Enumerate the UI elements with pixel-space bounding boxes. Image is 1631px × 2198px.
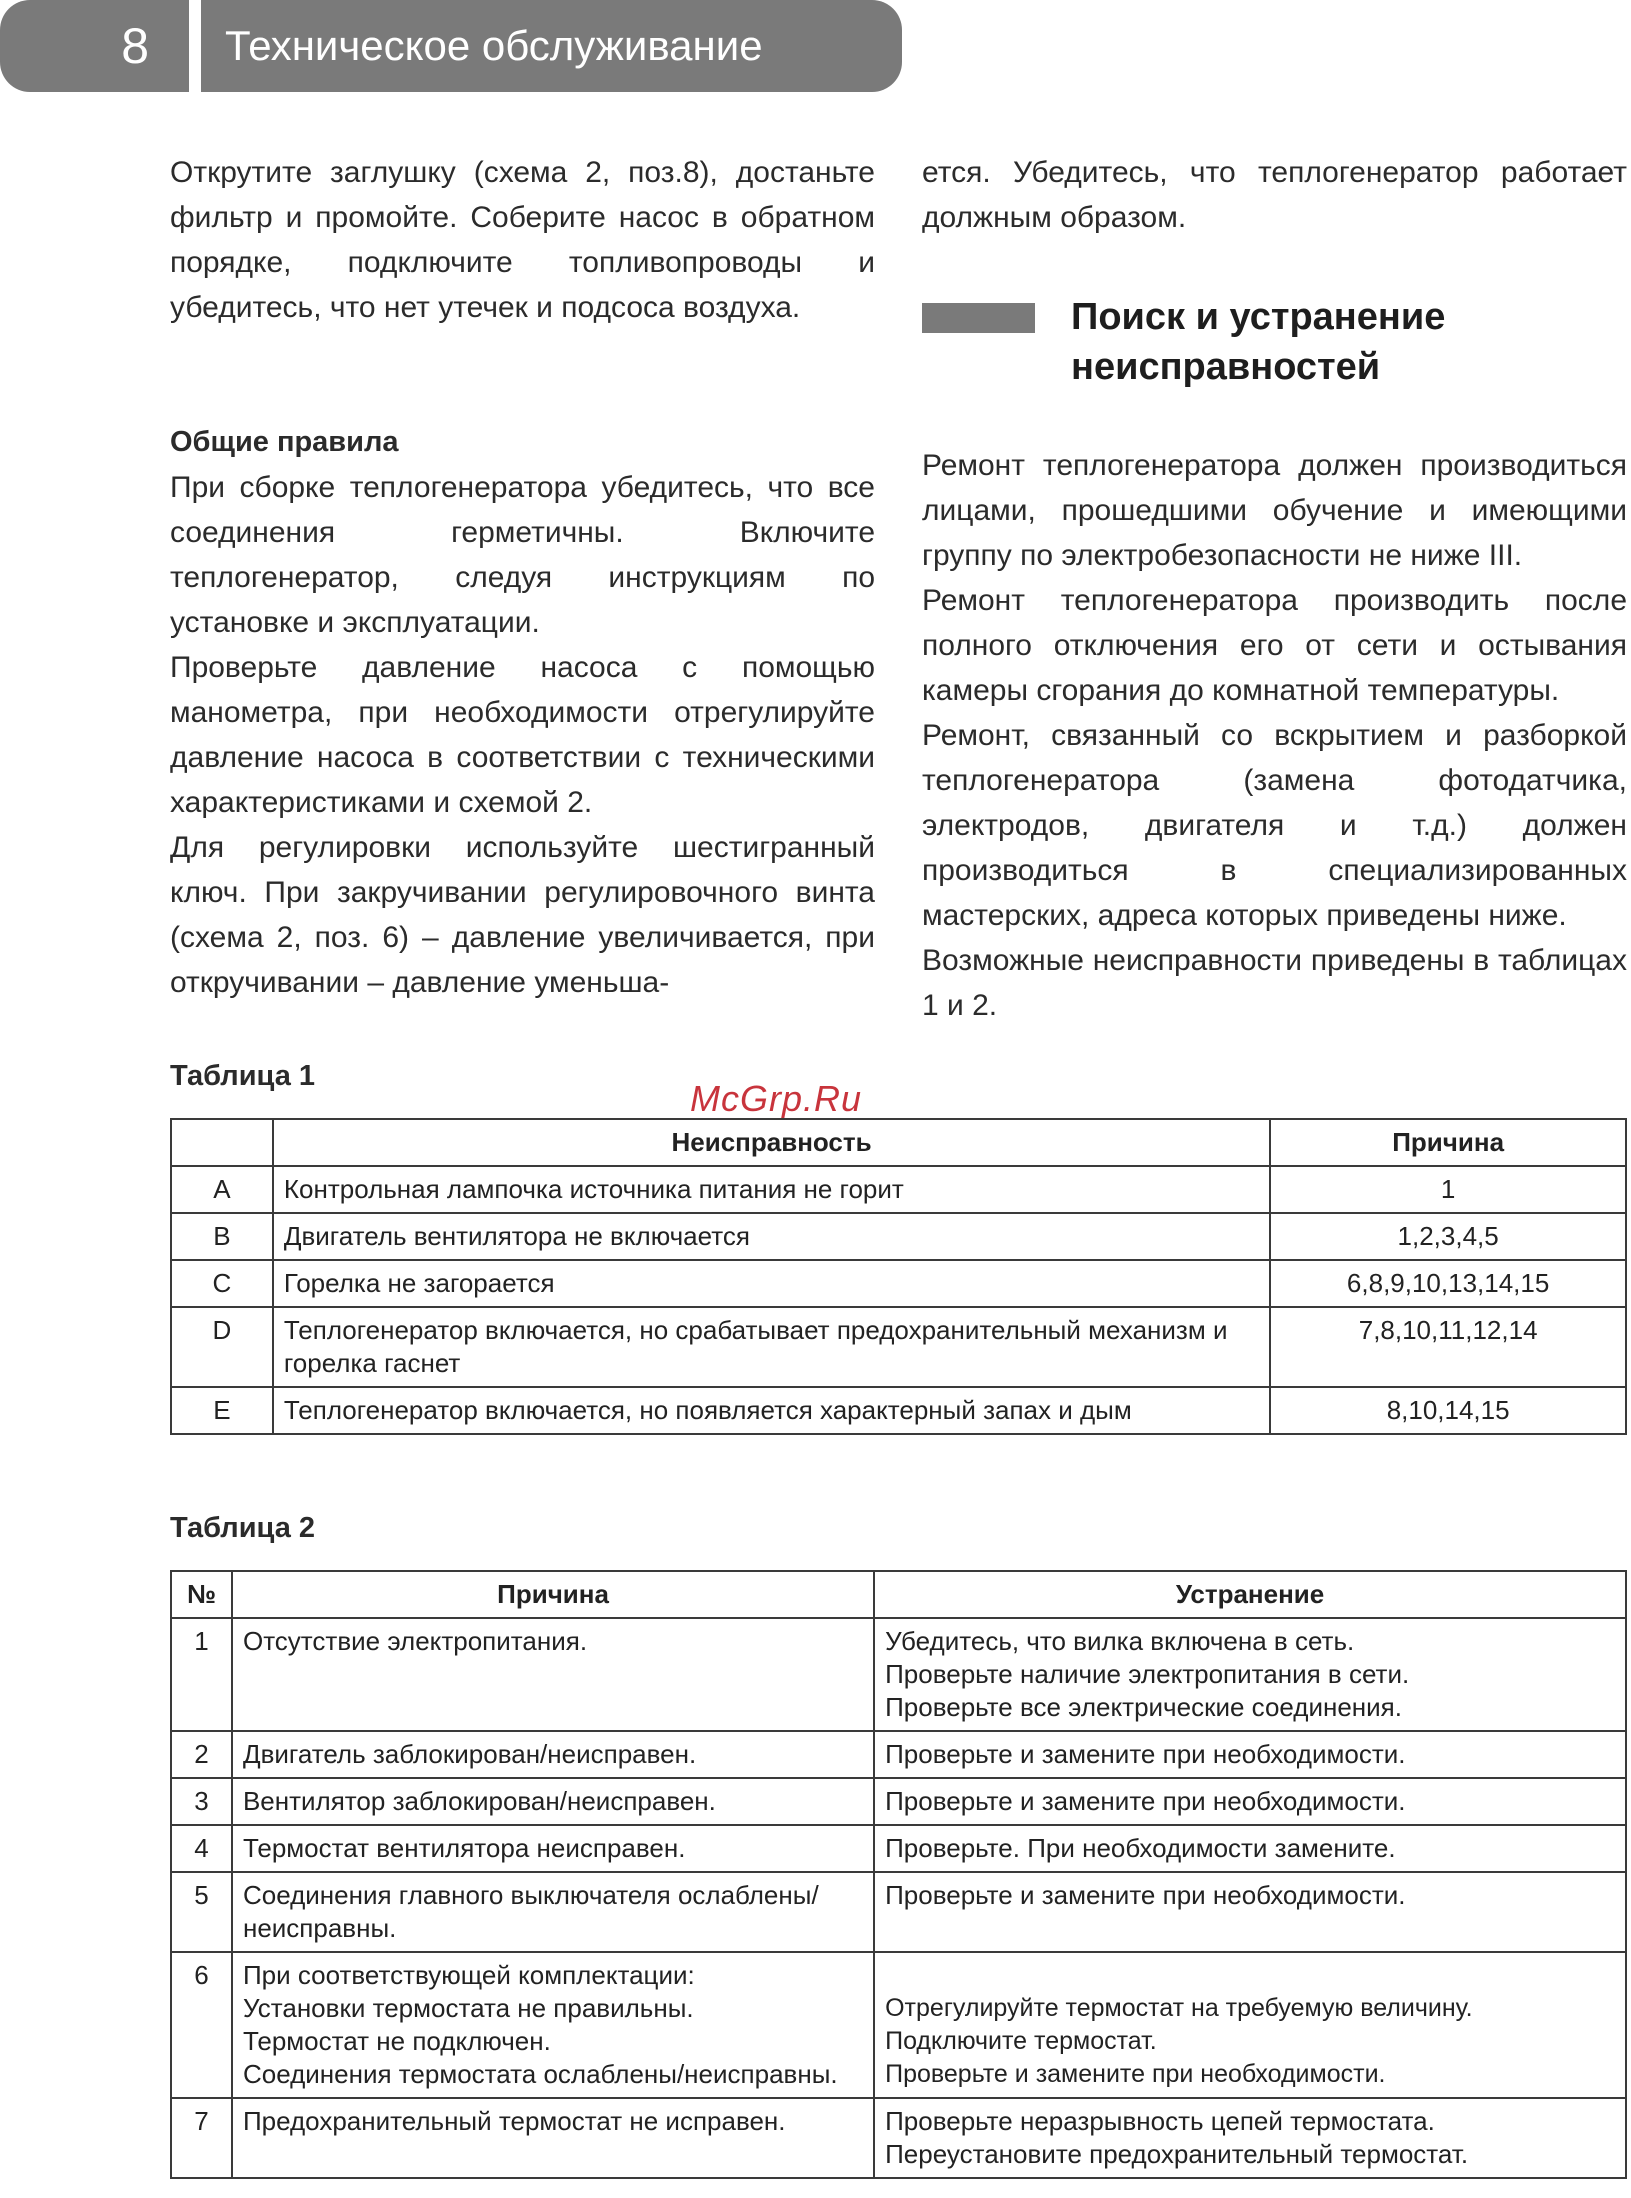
- table2-header-fix: Устранение: [874, 1571, 1626, 1618]
- right-paragraph-5: Возможные неисправности приведены в таблицах 1 и 2.: [922, 944, 1627, 1022]
- right-paragraph-1: ется. Убедитесь, что теплогенератор работает должным образом.: [922, 156, 1627, 234]
- table2-header-row: [171, 1571, 1626, 1618]
- watermark: McGrp.Ru: [690, 1078, 863, 1119]
- row-fix: Убедитесь, что вилка включена в сеть. Проверьте наличие электропитания в сети. Проверьте все электрические соединения.: [874, 1618, 1626, 1731]
- left-column: [170, 150, 875, 1005]
- table-row: [171, 1825, 1626, 1872]
- subheading-general-rules: Общие правила: [170, 426, 399, 458]
- left-paragraph-4: Для регулировки используйте шестигранный ключ. При закручивании регулировочного винта (схема 2, поз. 6) – давление увеличивается, при откручивании – давление уменьша-: [170, 831, 875, 999]
- table2-header-cause: Причина: [232, 1571, 874, 1618]
- right-paragraph-2: Ремонт теплогенератора должен производиться лицами, прошедшими обучение и имеющими группу по электробезопасности не ниже III.: [922, 449, 1627, 572]
- row-fault: Горелка не загорается: [273, 1260, 1270, 1307]
- row-code: A: [171, 1166, 273, 1213]
- row-num: 6: [171, 1952, 232, 2098]
- table-row: [171, 1387, 1626, 1434]
- table-row: [171, 1778, 1626, 1825]
- row-num: 5: [171, 1872, 232, 1952]
- right-paragraph-3: Ремонт теплогенератора производить после полного отключения его от сети и остывания камеры сгорания до комнатной температуры.: [922, 584, 1627, 707]
- row-cause: Двигатель заблокирован/неисправен.: [232, 1731, 874, 1778]
- row-cause: Термостат вентилятора неисправен.: [232, 1825, 874, 1872]
- table2-header-num: №: [171, 1571, 232, 1618]
- table-row: [171, 1307, 1626, 1387]
- section-title-line-1: Поиск и устранение: [1071, 296, 1446, 338]
- row-num: 2: [171, 1731, 232, 1778]
- page-number: 8: [0, 0, 189, 92]
- row-cause: Отсутствие электропитания.: [232, 1618, 874, 1731]
- left-paragraph-1: Открутите заглушку (схема 2, поз.8), достаньте фильтр и промойте. Соберите насос в обратном порядке, подключите топливопроводы и убедитесь, что нет утечек и подсоса воздуха.: [170, 156, 875, 324]
- section-title-line-2: неисправностей: [1071, 346, 1381, 388]
- table-row: [171, 1166, 1626, 1213]
- right-column-body: [922, 443, 1627, 1028]
- row-cause: 6,8,9,10,13,14,15: [1270, 1260, 1626, 1307]
- row-fault: Двигатель вентилятора не включается: [273, 1213, 1270, 1260]
- table-row: [171, 1731, 1626, 1778]
- row-num: 1: [171, 1618, 232, 1731]
- table1-header-row: [171, 1119, 1626, 1166]
- row-fix: Отрегулируйте термостат на требуемую величину. Подключите термостат. Проверьте и замените при необходимости.: [874, 1952, 1626, 2098]
- row-cause: Вентилятор заблокирован/неисправен.: [232, 1778, 874, 1825]
- row-cause: 1: [1270, 1166, 1626, 1213]
- right-paragraph-4: Ремонт, связанный со вскрытием и разборкой теплогенератора (замена фотодатчика, электродов, двигателя и т.д.) должен производиться в специализированных мастерских, адреса которых приведены ниже.: [922, 719, 1627, 932]
- table-row: [171, 1952, 1626, 2098]
- chapter-title: Техническое обслуживание: [201, 0, 902, 92]
- row-code: D: [171, 1307, 273, 1387]
- row-code: E: [171, 1387, 273, 1434]
- row-code: C: [171, 1260, 273, 1307]
- table1-header-code: [171, 1119, 273, 1166]
- table-row: [171, 1260, 1626, 1307]
- table2-caption: Таблица 2: [170, 1512, 316, 1544]
- table1-header-fault: Неисправность: [273, 1119, 1270, 1166]
- table-1: [170, 1118, 1627, 1435]
- table-2: [170, 1570, 1627, 2179]
- row-fault: Теплогенератор включается, но появляется характерный запах и дым: [273, 1387, 1270, 1434]
- row-fix: Проверьте и замените при необходимости.: [874, 1731, 1626, 1778]
- row-fix: Проверьте и замените при необходимости.: [874, 1778, 1626, 1825]
- row-num: 4: [171, 1825, 232, 1872]
- table-row: [171, 1872, 1626, 1952]
- row-cause: 1,2,3,4,5: [1270, 1213, 1626, 1260]
- row-cause: Предохранительный термостат не исправен.: [232, 2098, 874, 2178]
- table1-caption: Таблица 1: [170, 1060, 316, 1092]
- row-cause: Соединения главного выключателя ослаблены/ неисправны.: [232, 1872, 874, 1952]
- section-title: [1071, 292, 1445, 392]
- row-num: 3: [171, 1778, 232, 1825]
- row-fix: Проверьте неразрывность цепей термостата. Переустановите предохранительный термостат.: [874, 2098, 1626, 2178]
- table-row: [171, 1618, 1626, 1731]
- section-marker-bar: [922, 303, 1035, 333]
- row-num: 7: [171, 2098, 232, 2178]
- row-fault: Теплогенератор включается, но срабатывает предохранительный механизм и горелка гаснет: [273, 1307, 1270, 1387]
- left-paragraph-2: При сборке теплогенератора убедитесь, что все соединения герметичны. Включите теплогенератор, следуя инструкциям по установке и эксплуатации.: [170, 471, 875, 639]
- row-cause: 8,10,14,15: [1270, 1387, 1626, 1434]
- table1-header-cause: Причина: [1270, 1119, 1626, 1166]
- right-column-top: [922, 150, 1627, 240]
- table-row: [171, 1213, 1626, 1260]
- left-paragraph-3: Проверьте давление насоса с помощью манометра, при необходимости отрегулируйте давление насоса в соответствии с техническими характеристиками и схемой 2.: [170, 651, 875, 819]
- row-cause: При соответствующей комплектации: Установки термостата не правильны. Термостат не подключен. Соединения термостата ослаблены/неисправны.: [232, 1952, 874, 2098]
- table-row: [171, 2098, 1626, 2178]
- row-cause: 7,8,10,11,12,14: [1270, 1307, 1626, 1387]
- row-fix: Проверьте и замените при необходимости.: [874, 1872, 1626, 1952]
- row-fault: Контрольная лампочка источника питания не горит: [273, 1166, 1270, 1213]
- row-code: B: [171, 1213, 273, 1260]
- row-fix: Проверьте. При необходимости замените.: [874, 1825, 1626, 1872]
